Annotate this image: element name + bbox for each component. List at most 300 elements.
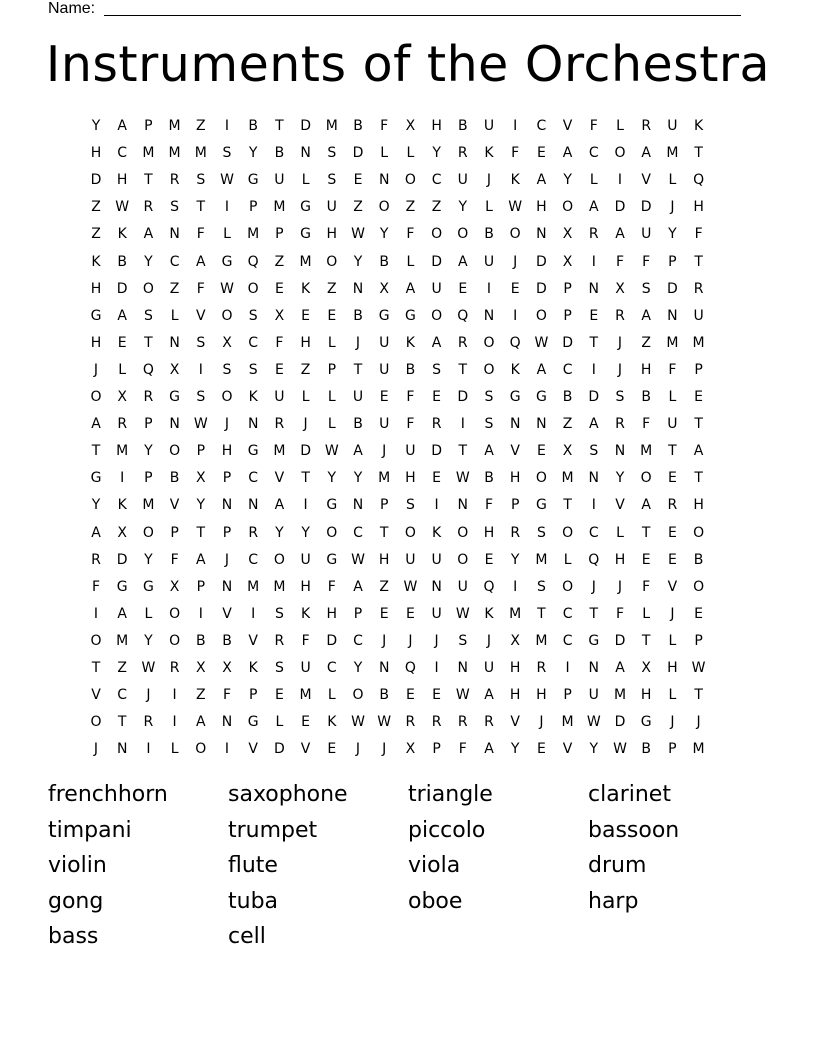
grid-letter: L	[589, 172, 598, 189]
grid-letter: M	[194, 145, 207, 162]
grid-letter: N	[169, 416, 180, 433]
grid-letter: W	[193, 416, 208, 433]
grid-letter: S	[222, 145, 232, 162]
word-list-item: tuba	[228, 888, 279, 914]
grid-letter: O	[326, 253, 338, 270]
grid-letter: D	[614, 199, 626, 216]
grid-letter: M	[378, 470, 391, 487]
grid-letter: P	[432, 741, 441, 758]
grid-letter: L	[616, 524, 624, 541]
grid-letter: I	[172, 687, 177, 704]
grid-letter: L	[327, 334, 336, 351]
grid-letter: K	[301, 280, 311, 297]
grid-letter: O	[326, 524, 338, 541]
grid-letter: E	[405, 687, 415, 704]
grid-letter: X	[641, 660, 651, 676]
grid-letter: O	[457, 524, 469, 541]
grid-letter: J	[146, 687, 151, 704]
grid-letter: E	[327, 307, 337, 324]
grid-letter: K	[484, 145, 494, 162]
grid-letter: X	[562, 226, 573, 243]
grid-letter: H	[90, 280, 102, 297]
grid-letter: D	[536, 253, 547, 270]
grid-letter: T	[379, 524, 389, 541]
grid-letter: Y	[353, 470, 363, 487]
grid-letter: T	[694, 687, 703, 704]
grid-letter: Z	[91, 199, 101, 216]
word-list-item: gong	[48, 888, 104, 914]
grid-letter: I	[303, 497, 308, 514]
grid-letter: H	[378, 551, 390, 568]
grid-letter: T	[641, 632, 651, 649]
grid-letter: E	[641, 551, 651, 568]
grid-letter: X	[274, 307, 285, 324]
grid-letter: Z	[562, 416, 573, 433]
grid-letter: L	[563, 551, 572, 568]
grid-letter: U	[405, 551, 416, 568]
grid-letter: I	[591, 497, 596, 514]
grid-letter: F	[458, 741, 467, 758]
grid-letter: H	[640, 687, 652, 704]
grid-letter: L	[380, 145, 389, 162]
grid-letter: R	[274, 416, 285, 433]
grid-letter: B	[353, 416, 363, 433]
grid-letter: U	[431, 605, 442, 622]
grid-letter: R	[169, 660, 180, 676]
grid-letter: K	[484, 605, 494, 622]
grid-letter: B	[405, 361, 416, 378]
grid-letter: A	[589, 199, 599, 216]
grid-letter: K	[91, 253, 101, 270]
grid-letter: R	[143, 389, 154, 405]
grid-letter: L	[170, 741, 179, 758]
grid-letter: U	[693, 307, 704, 324]
grid-letter: T	[589, 605, 599, 622]
grid-letter: A	[117, 307, 127, 324]
grid-letter: E	[536, 741, 546, 758]
grid-letter: P	[196, 443, 206, 460]
grid-letter: X	[222, 660, 232, 676]
grid-letter: O	[352, 687, 364, 704]
grid-letter: T	[458, 443, 468, 460]
grid-letter: J	[303, 416, 308, 433]
grid-letter: L	[327, 389, 336, 405]
grid-letter: T	[694, 253, 703, 270]
grid-letter: G	[90, 470, 102, 487]
grid-letter: T	[301, 470, 310, 487]
grid-letter: X	[379, 280, 389, 297]
grid-letter: O	[457, 226, 469, 243]
puzzle-title: Instruments of the Orchestra	[45, 36, 771, 93]
grid-letter: B	[641, 741, 651, 758]
grid-letter: D	[457, 389, 469, 405]
grid-letter: Q	[457, 307, 469, 324]
grid-letter: B	[195, 632, 206, 649]
grid-letter: R	[457, 334, 468, 351]
grid-letter: C	[562, 605, 573, 622]
grid-letter: L	[668, 389, 677, 405]
grid-letter: E	[667, 524, 677, 541]
grid-letter: Y	[615, 470, 625, 487]
grid-letter: G	[247, 172, 259, 189]
grid-letter: I	[120, 470, 125, 487]
grid-letter: V	[196, 307, 206, 324]
grid-letter: T	[668, 443, 677, 460]
grid-letter: C	[562, 361, 573, 378]
grid-letter: X	[196, 470, 206, 487]
grid-letter: P	[694, 361, 703, 378]
grid-letter: J	[93, 361, 99, 378]
grid-letter: C	[562, 632, 573, 649]
grid-letter: N	[536, 416, 547, 433]
grid-letter: A	[353, 578, 363, 595]
grid-letter: V	[300, 741, 311, 758]
grid-letter: P	[222, 524, 232, 541]
grid-letter: J	[224, 551, 230, 568]
grid-letter: G	[142, 578, 154, 595]
grid-letter: X	[196, 660, 206, 676]
grid-letter: I	[224, 118, 230, 134]
grid-letter: H	[116, 172, 128, 189]
grid-letter: Y	[379, 226, 389, 243]
grid-letter: K	[405, 334, 415, 351]
grid-letter: Y	[353, 660, 363, 676]
grid-letter: N	[221, 497, 233, 514]
grid-letter: Z	[353, 199, 363, 216]
grid-letter: P	[144, 470, 153, 487]
grid-letter: N	[457, 660, 469, 676]
grid-letter: C	[248, 334, 259, 351]
word-list-item: saxophone	[228, 782, 348, 807]
grid-letter: T	[117, 714, 127, 731]
grid-letter: J	[617, 361, 623, 378]
grid-letter: U	[667, 118, 678, 134]
grid-letter: P	[327, 361, 337, 378]
grid-letter: W	[586, 714, 601, 731]
grid-letter: M	[116, 632, 129, 649]
grid-letter: Z	[169, 280, 180, 297]
word-list-item: cell	[228, 924, 266, 949]
grid-letter: E	[379, 389, 389, 405]
grid-letter: F	[406, 416, 415, 433]
grid-letter: H	[405, 470, 416, 487]
grid-letter: O	[169, 605, 181, 622]
grid-letter: D	[116, 551, 128, 568]
grid-letter: I	[486, 280, 492, 297]
grid-letter: K	[432, 524, 442, 541]
grid-letter: W	[691, 660, 706, 676]
grid-letter: N	[483, 307, 495, 324]
grid-letter: N	[352, 280, 364, 297]
grid-letter: A	[693, 443, 704, 460]
grid-letter: N	[247, 416, 259, 433]
grid-letter: L	[275, 714, 284, 731]
grid-letter: I	[224, 741, 230, 758]
word-list-item: drum	[588, 853, 647, 878]
grid-letter: M	[247, 578, 260, 595]
grid-letter: X	[562, 443, 573, 460]
grid-letter: H	[693, 199, 704, 216]
grid-letter: O	[169, 443, 181, 460]
grid-letter: E	[274, 687, 284, 704]
grid-letter: T	[353, 361, 363, 378]
grid-letter: W	[220, 172, 234, 189]
word-list-item: frenchhorn	[48, 782, 168, 807]
grid-letter: G	[300, 226, 312, 243]
word-list-item: harp	[588, 888, 639, 914]
grid-letter: E	[274, 361, 284, 378]
grid-letter: G	[221, 253, 233, 270]
grid-letter: I	[434, 497, 439, 514]
grid-letter: M	[561, 470, 574, 487]
grid-letter: E	[667, 551, 677, 568]
grid-letter: P	[668, 741, 677, 758]
grid-letter: K	[301, 605, 311, 622]
grid-letter: L	[327, 416, 336, 433]
grid-letter: C	[117, 145, 128, 162]
grid-letter: I	[251, 605, 256, 622]
grid-letter: S	[536, 524, 546, 541]
grid-letter: S	[170, 199, 180, 216]
grid-letter: R	[588, 226, 599, 243]
grid-letter: E	[274, 280, 284, 297]
grid-letter: X	[117, 389, 127, 405]
grid-letter: P	[668, 253, 677, 270]
grid-letter: A	[484, 741, 494, 758]
grid-letter: K	[510, 361, 520, 378]
grid-letter: M	[692, 334, 705, 351]
grid-letter: O	[90, 714, 102, 731]
grid-letter: N	[457, 497, 469, 514]
grid-letter: C	[353, 632, 363, 649]
grid-letter: O	[614, 145, 626, 162]
grid-letter: K	[248, 660, 258, 676]
grid-letter: K	[327, 714, 337, 731]
grid-letter: T	[641, 524, 651, 541]
grid-letter: B	[379, 687, 389, 704]
grid-letter: T	[91, 443, 101, 460]
grid-letter: L	[170, 307, 179, 324]
grid-letter: T	[694, 470, 703, 487]
grid-letter: S	[248, 307, 258, 324]
grid-letter: H	[509, 660, 521, 676]
grid-letter: O	[404, 172, 416, 189]
grid-letter: N	[300, 145, 311, 162]
grid-letter: O	[142, 280, 154, 297]
grid-letter: R	[405, 714, 416, 731]
grid-letter: C	[431, 172, 442, 189]
grid-letter: O	[378, 199, 390, 216]
grid-letter: O	[195, 741, 207, 758]
grid-letter: N	[221, 578, 233, 595]
grid-letter: O	[273, 551, 285, 568]
grid-letter: S	[536, 578, 546, 595]
grid-letter: C	[248, 551, 259, 568]
grid-letter: Q	[509, 334, 521, 351]
grid-letter: E	[510, 280, 520, 297]
grid-letter: J	[670, 714, 675, 731]
grid-letter: F	[484, 497, 494, 514]
grid-letter: A	[484, 687, 494, 704]
grid-letter: Y	[248, 145, 258, 162]
grid-letter: S	[196, 334, 206, 351]
grid-letter: V	[274, 470, 285, 487]
grid-letter: E	[432, 687, 442, 704]
grid-letter: E	[117, 334, 127, 351]
grid-letter: P	[248, 687, 258, 704]
word-list-item: timpani	[48, 817, 132, 843]
grid-letter: E	[667, 470, 677, 487]
grid-letter: J	[670, 199, 675, 216]
grid-letter: L	[485, 199, 493, 216]
grid-letter: Y	[301, 524, 310, 541]
grid-letter: R	[510, 524, 521, 541]
name-label: Name:	[48, 0, 96, 17]
grid-letter: D	[614, 714, 626, 731]
grid-letter: K	[117, 497, 127, 514]
grid-letter: A	[431, 334, 442, 351]
grid-letter: Z	[641, 334, 651, 351]
grid-letter: R	[457, 714, 468, 731]
grid-letter: I	[591, 361, 596, 378]
grid-letter: B	[117, 253, 127, 270]
grid-letter: H	[300, 334, 311, 351]
grid-letter: E	[694, 605, 704, 622]
grid-letter: P	[144, 118, 153, 134]
grid-letter: D	[431, 253, 442, 270]
grid-letter: Z	[117, 660, 127, 676]
grid-letter: N	[116, 741, 128, 758]
grid-letter: A	[353, 443, 363, 460]
grid-letter: T	[91, 660, 101, 676]
grid-letter: E	[458, 280, 468, 297]
grid-letter: O	[693, 524, 705, 541]
word-list-item: bass	[48, 924, 99, 949]
grid-letter: X	[405, 118, 416, 134]
grid-letter: V	[562, 118, 573, 134]
grid-letter: N	[588, 470, 600, 487]
grid-letter: Y	[327, 470, 337, 487]
grid-letter: H	[221, 443, 233, 460]
grid-letter: M	[509, 605, 522, 622]
grid-letter: H	[536, 687, 547, 704]
grid-letter: X	[615, 280, 625, 297]
grid-letter: L	[301, 389, 310, 405]
grid-letter: V	[169, 497, 180, 514]
grid-letter: N	[378, 172, 390, 189]
grid-letter: H	[667, 660, 678, 676]
grid-letter: U	[667, 416, 678, 433]
grid-letter: J	[382, 632, 387, 649]
grid-letter: A	[484, 443, 494, 460]
grid-letter: G	[509, 389, 521, 405]
grid-letter: L	[118, 361, 127, 378]
grid-letter: W	[534, 334, 549, 351]
grid-letter: O	[169, 632, 181, 649]
name-rule	[104, 15, 741, 16]
grid-letter: D	[274, 741, 285, 758]
grid-letter: S	[327, 145, 337, 162]
grid-letter: T	[144, 334, 153, 351]
grid-letter: J	[486, 172, 492, 189]
grid-letter: J	[434, 632, 439, 649]
grid-letter: B	[641, 389, 651, 405]
grid-letter: N	[352, 497, 364, 514]
grid-letter: H	[509, 687, 521, 704]
grid-letter: B	[484, 470, 494, 487]
grid-letter: M	[640, 443, 653, 460]
grid-letter: D	[588, 389, 600, 405]
grid-letter: V	[222, 605, 232, 622]
grid-letter: U	[379, 416, 390, 433]
grid-letter: O	[509, 226, 521, 243]
grid-letter: X	[510, 632, 520, 649]
grid-letter: Q	[588, 551, 600, 568]
grid-letter: S	[458, 632, 468, 649]
word-list-item: trumpet	[228, 817, 318, 843]
grid-letter: A	[536, 361, 547, 378]
grid-letter: O	[90, 389, 102, 405]
grid-letter: G	[90, 307, 102, 324]
grid-letter: V	[615, 497, 625, 514]
grid-letter: H	[693, 497, 704, 514]
grid-letter: M	[613, 687, 627, 704]
grid-letter: V	[510, 443, 520, 460]
grid-letter: C	[169, 253, 180, 270]
grid-letter: V	[667, 578, 678, 595]
grid-letter: Z	[300, 361, 311, 378]
grid-letter: R	[117, 416, 128, 433]
grid-letter: A	[458, 253, 468, 270]
grid-letter: U	[431, 280, 442, 297]
grid-letter: L	[642, 605, 651, 622]
grid-letter: T	[196, 524, 206, 541]
grid-letter: E	[536, 443, 546, 460]
grid-letter: P	[196, 578, 206, 595]
grid-letter: K	[510, 172, 520, 189]
word-list-item: bassoon	[588, 817, 680, 843]
grid-letter: A	[196, 551, 206, 568]
grid-letter: A	[91, 416, 101, 433]
grid-letter: R	[457, 145, 468, 162]
grid-letter: W	[403, 578, 418, 595]
grid-letter: H	[326, 226, 338, 243]
grid-letter: U	[588, 687, 599, 704]
grid-letter: E	[301, 714, 311, 731]
grid-letter: B	[169, 470, 180, 487]
grid-letter: M	[299, 687, 312, 704]
grid-letter: Q	[404, 660, 416, 676]
grid-letter: D	[116, 280, 128, 297]
grid-letter: Q	[142, 361, 154, 378]
grid-letter: E	[405, 605, 415, 622]
grid-letter: A	[536, 172, 547, 189]
grid-letter: O	[90, 632, 102, 649]
grid-letter: O	[483, 334, 495, 351]
grid-letter: Y	[275, 524, 284, 541]
grid-letter: S	[641, 280, 651, 297]
grid-letter: Q	[483, 578, 495, 595]
grid-letter: V	[91, 687, 101, 704]
grid-letter: E	[694, 389, 704, 405]
grid-letter: O	[562, 578, 574, 595]
grid-letter: L	[327, 687, 336, 704]
grid-letter: F	[615, 605, 625, 622]
grid-letter: I	[172, 714, 177, 731]
grid-letter: E	[301, 307, 311, 324]
grid-letter: J	[355, 334, 361, 351]
grid-letter: X	[405, 741, 416, 758]
